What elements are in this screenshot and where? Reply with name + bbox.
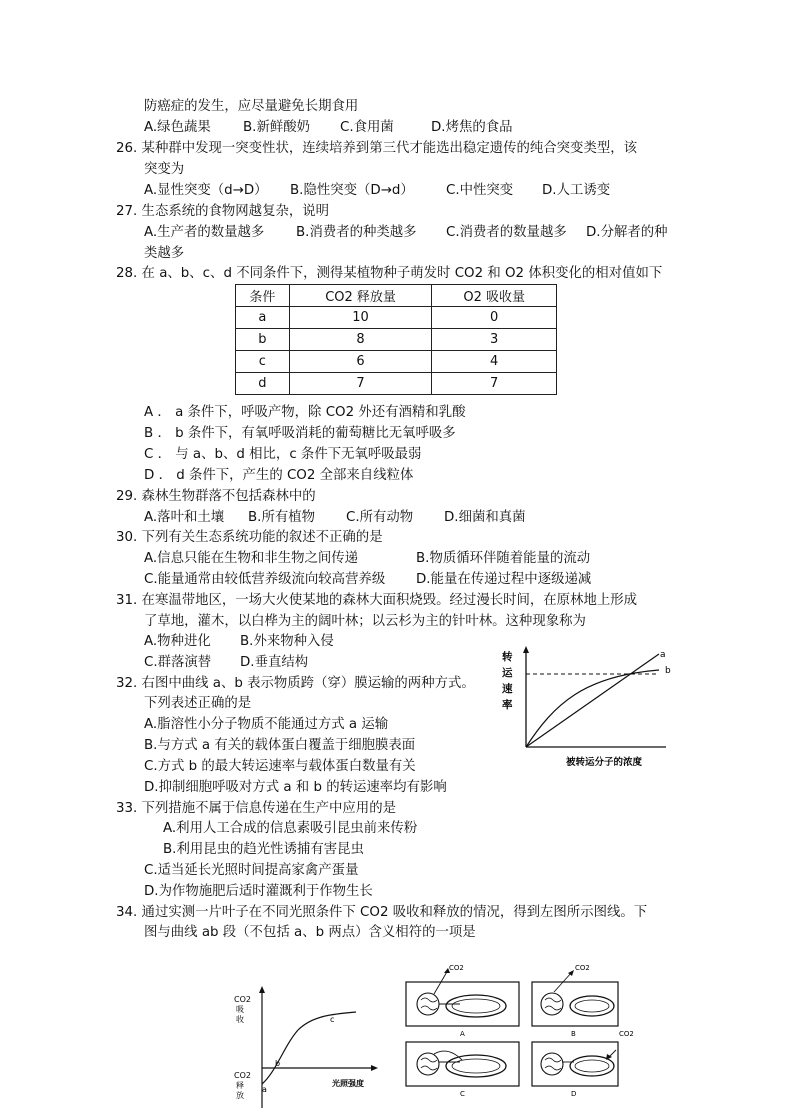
q27-option-c: C.消费者的数量越多 — [446, 225, 567, 240]
chloroplast-icon — [446, 1055, 506, 1077]
mitochondrion-icon — [417, 1053, 439, 1075]
curve-b — [526, 670, 659, 747]
mitochondrion-icon — [541, 993, 563, 1015]
mitochondrion-icon — [541, 1053, 563, 1075]
q28-option-c: C ． 与 a、b、d 相比，c 条件下无氧呼吸最弱 — [144, 447, 422, 462]
cristae-icon — [545, 1058, 561, 1070]
q32-option-b: B.与方式 a 有关的载体蛋白覆盖于细胞膜表面 — [144, 738, 416, 753]
chloroplast-inner-icon — [452, 999, 500, 1013]
q32-option-d: D.抑制细胞呼吸对方式 a 和 b 的转运速率均有影响 — [144, 780, 447, 795]
table-cell: 4 — [432, 351, 557, 373]
q29-stem: 29. 森林生物群落不包括森林中的 — [116, 489, 316, 504]
graph-ylabel: 运 — [502, 667, 513, 679]
table-cell: 7 — [432, 373, 557, 395]
q31-option-b: B.外来物种入侵 — [240, 634, 334, 649]
cell-box — [532, 982, 618, 1026]
q30-option-c: C.能量通常由较低营养级流向较高营养级 — [144, 572, 386, 587]
table-row — [236, 329, 557, 351]
table-cell: 6 — [289, 351, 432, 373]
graph-y-bottom-label: 放 — [236, 1091, 244, 1100]
panel-c — [406, 1042, 519, 1098]
q33-option-c: C.适当延长光照时间提高家禽产蛋量 — [144, 863, 359, 878]
q28-stem: 28. 在 a、b、c、d 不同条件下，测得某植物种子萌发时 CO2 和 O2 体积变化的相对值如下 — [116, 266, 663, 281]
chloroplast-inner-icon — [575, 1060, 609, 1072]
q31-option-d: D.垂直结构 — [240, 655, 309, 670]
q33-stem: 33. 下列措施不属于信息传递在生产中应用的是 — [116, 801, 396, 816]
cell-box — [406, 982, 519, 1026]
cell-box — [532, 1042, 618, 1086]
table-cell: 7 — [289, 373, 432, 395]
panel-label: D — [571, 1090, 577, 1098]
q34-options-panels — [404, 962, 660, 1116]
table-row — [236, 351, 557, 373]
q32-option-a: A.脂溶性小分子物质不能通过方式 a 运输 — [144, 717, 389, 732]
q26-option-d: D.人工诱变 — [542, 183, 611, 198]
q29-option-b: B.所有植物 — [248, 510, 316, 525]
q26-option-b: B.隐性突变（D→d） — [290, 183, 414, 198]
q33-option-d: D.为作物施肥后适时灌溉利于作物生长 — [144, 884, 373, 899]
table-header: CO2 释放量 — [289, 285, 432, 307]
table-cell: d — [236, 373, 290, 395]
q33-option-b: B.利用昆虫的趋光性诱捕有害昆虫 — [163, 842, 364, 857]
chloroplast-inner-icon — [575, 1000, 609, 1012]
graph-y-top-label: CO2 — [234, 995, 251, 1004]
q28-option-b: B ． b 条件下，有氧呼吸消耗的葡萄糖比无氧呼吸多 — [144, 426, 456, 441]
q33-option-a: A.利用人工合成的信息素吸引昆虫前来传粉 — [163, 821, 418, 836]
q26-stem: 26. 某种群中发现一突变性状，连续培养到第三代才能选出稳定遗传的纯合突变类型，该 — [116, 141, 638, 156]
graph-ylabel: 率 — [502, 699, 513, 711]
q29-option-a: A.落叶和土壤 — [144, 510, 225, 525]
graph-y-top-label: 收 — [236, 1015, 244, 1024]
cell-box — [406, 1042, 519, 1086]
graph-xlabel: 被转运分子的浓度 — [566, 757, 643, 768]
table-row — [236, 373, 557, 395]
table-cell: 3 — [432, 329, 557, 351]
graph-y-top-label: 吸 — [236, 1005, 244, 1014]
q31-stem: 31. 在寒温带地区，一场大火使某地的森林大面积烧毁。经过漫长时间，在原林地上形成 — [116, 593, 638, 608]
q31-option-a: A.物种进化 — [144, 634, 211, 649]
table-header-row — [236, 285, 557, 307]
q31-stem-cont: 了草地，灌木，以白桦为主的阔叶林；以云杉为主的针叶林。这种现象称为 — [144, 614, 586, 629]
q29-option-d: D.细菌和真菌 — [444, 510, 526, 525]
q32-option-c: C.方式 b 的最大转运速率与载体蛋白数量有关 — [144, 759, 416, 774]
table-cell: 8 — [289, 329, 432, 351]
co2-curve — [262, 1012, 356, 1084]
panel-label: A — [460, 1030, 465, 1038]
chloroplast-icon — [570, 996, 614, 1016]
q34-stem: 34. 通过实测一片叶子在不同光照条件下 CO2 吸收和释放的情况，得到左图所示图线。下 — [116, 905, 648, 920]
q25-option-c: C.食用菌 — [340, 120, 394, 135]
table-cell: 10 — [289, 307, 432, 329]
curve-a — [526, 654, 659, 747]
panel-b — [532, 964, 618, 1038]
q25-stem-continuation: 防癌症的发生，应尽量避免长期食用 — [144, 99, 359, 114]
co2-label: CO2 — [619, 1030, 634, 1038]
graph-ylabel: 速 — [502, 683, 513, 695]
panel-a — [406, 964, 519, 1038]
y-axis-arrow — [523, 646, 529, 653]
curve-b-label: b — [665, 666, 671, 676]
co2-label: CO2 — [575, 964, 590, 972]
q27-option-d-cont: 类越多 — [144, 246, 185, 261]
panel-d — [532, 1030, 634, 1098]
graph-ylabel: 转 — [502, 651, 513, 663]
co2-label: CO2 — [449, 964, 464, 972]
table-cell: 0 — [432, 307, 557, 329]
graph-y-bottom-label: 释 — [236, 1081, 244, 1090]
cristae-icon — [421, 1058, 437, 1070]
chloroplast-icon — [446, 995, 506, 1017]
q30-option-d: D.能量在传递过程中逐级递减 — [416, 572, 592, 587]
table-header: O2 吸收量 — [432, 285, 557, 307]
panel-label: B — [571, 1030, 576, 1038]
table-header: 条件 — [236, 285, 290, 307]
q30-stem: 30. 下列有关生态系统功能的叙述不正确的是 — [116, 530, 383, 545]
chloroplast-inner-icon — [452, 1059, 500, 1073]
graph-xlabel: 光照强度 — [332, 1079, 364, 1088]
q26-stem-cont: 突变为 — [144, 162, 185, 177]
q27-stem: 27. 生态系统的食物网越复杂，说明 — [116, 204, 330, 219]
x-axis-arrow — [371, 1065, 378, 1071]
q32-transport-graph — [494, 646, 674, 772]
q26-option-c: C.中性突变 — [446, 183, 514, 198]
q26-option-a: A.显性突变（d→D） — [144, 183, 268, 198]
cristae-icon — [545, 998, 561, 1010]
table-cell: a — [236, 307, 290, 329]
curve-a-label: a — [660, 650, 666, 660]
q29-option-c: C.所有动物 — [346, 510, 414, 525]
q34-stem-cont: 图与曲线 ab 段（不包括 a、b 两点）含义相符的一项是 — [144, 925, 476, 940]
q30-option-b: B.物质循环伴随着能量的流动 — [416, 551, 591, 566]
q25-option-b: B.新鲜酸奶 — [243, 120, 311, 135]
q32-stem: 32. 右图中曲线 a、b 表示物质跨（穿）膜运输的两种方式。 — [116, 676, 475, 691]
y-axis-arrow — [259, 986, 265, 993]
point-a-label: a — [262, 1085, 267, 1094]
graph-y-bottom-label: CO2 — [234, 1071, 251, 1080]
point-b-label: b — [275, 1059, 281, 1068]
table-cell: b — [236, 329, 290, 351]
q32-stem-cont: 下列表述正确的是 — [144, 696, 252, 711]
mitochondrion-icon — [417, 993, 439, 1015]
q28-option-d: D ． d 条件下，产生的 CO2 全部来自线粒体 — [144, 468, 414, 483]
table-cell: c — [236, 351, 290, 373]
q34-co2-graph — [228, 984, 388, 1112]
cristae-icon — [421, 998, 437, 1010]
q27-option-a: A.生产者的数量越多 — [144, 225, 265, 240]
q31-option-c: C.群落演替 — [144, 655, 212, 670]
table-row — [236, 307, 557, 329]
q28-option-a: A ． a 条件下，呼吸产物，除 CO2 外还有酒精和乳酸 — [144, 405, 466, 420]
q25-option-d: D.烤焦的食品 — [431, 120, 513, 135]
q27-option-d: D.分解者的种 — [586, 225, 668, 240]
q25-option-a: A.绿色蔬果 — [144, 120, 211, 135]
point-c-label: c — [330, 1015, 335, 1024]
q30-option-a: A.信息只能在生物和非生物之间传递 — [144, 551, 359, 566]
q27-option-b: B.消费者的种类越多 — [296, 225, 417, 240]
q28-table — [235, 284, 557, 395]
panel-label: C — [460, 1090, 465, 1098]
